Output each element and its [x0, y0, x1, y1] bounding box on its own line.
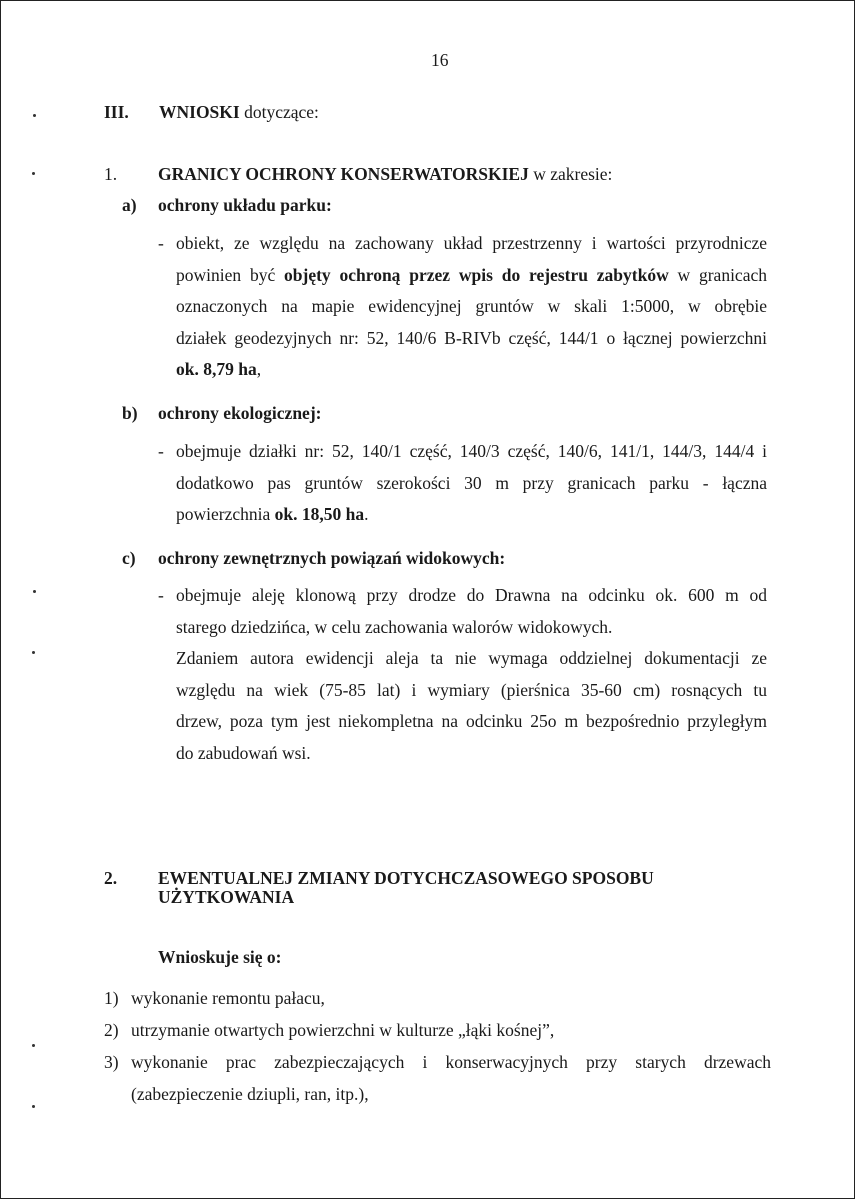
item2-title-line1: EWENTUALNEJ ZMIANY DOTYCHCZASOWEGO SPOSOBU	[158, 868, 654, 888]
list-item-text: wykonanie remontu pałacu,	[131, 988, 325, 1008]
list-item-number: 2)	[104, 1020, 119, 1040]
item1a-line	[176, 260, 767, 292]
item1c-heading: ochrony zewnętrznych powiązań widokowych:	[158, 548, 506, 568]
item1a-text: ,	[256, 359, 262, 379]
item1c-line: względu na wiek (75-85 lat) i wymiary (pierśnica 35-60 cm) rosnących tu	[176, 679, 767, 700]
item1c-line: obejmuje aleję klonową przy drodze do Drawna na odcinku ok. 600 m od	[176, 585, 767, 605]
item1b-line: dodatkowo pas gruntów szerokości 30 m przy granicach parku - łączna	[176, 472, 767, 493]
item1a-text: w granicach	[677, 264, 767, 285]
item1-number: 1.	[104, 164, 118, 184]
section-title-rest: dotyczące:	[244, 102, 319, 122]
item1a-line: działek geodezyjnych nr: 52, 140/6 B-RIVb część, 144/1 o łącznej powierzchni	[176, 327, 767, 348]
scan-speck	[33, 590, 36, 593]
item1b-text: powierzchnia	[176, 504, 271, 524]
item1b-label: b)	[122, 403, 138, 423]
item1a-heading: ochrony układu parku:	[158, 195, 332, 215]
item1c-label: c)	[122, 548, 136, 568]
item1a-emphasis: objęty ochroną przez wpis do rejestru zabytków	[284, 264, 669, 285]
list-item-text: utrzymanie otwartych powierzchni w kulturze „łąki kośnej”,	[131, 1020, 555, 1040]
item1a-label: a)	[122, 195, 137, 215]
item1a-area: ok. 8,79 ha	[176, 359, 257, 379]
item1a-line: oznaczonych na mapie ewidencyjnej gruntów w skali 1:5000, w obrębie	[176, 296, 767, 316]
item1a-text: powinien być	[176, 264, 276, 285]
item1a-paragraph	[176, 228, 767, 386]
list-item-text	[131, 1047, 771, 1110]
item1a-line: obiekt, ze względu na zachowany układ przestrzenny i wartości przyrodnicze	[176, 233, 767, 253]
item2-title-line2: UŻYTKOWANIA	[158, 887, 295, 907]
item1-title-bold: GRANICY OCHRONY KONSERWATORSKIEJ	[158, 164, 529, 184]
item1a-dash: -	[158, 233, 164, 253]
scan-speck	[32, 651, 35, 654]
item1b-dash: -	[158, 441, 164, 461]
scan-speck	[32, 1105, 35, 1108]
section-numeral: III.	[104, 102, 129, 122]
item1a-line	[176, 354, 767, 386]
section-title-bold: WNIOSKI	[159, 102, 240, 122]
item2-subheading: Wnioskuje się o:	[158, 947, 282, 967]
item1b-area: ok. 18,50 ha	[274, 504, 365, 524]
list-item-line: wykonanie prac zabezpieczających i konserwacyjnych przy starych drzewach	[131, 1052, 771, 1072]
scan-speck	[32, 172, 35, 175]
item1b-paragraph	[176, 436, 767, 531]
list-item-number: 3)	[104, 1052, 119, 1072]
item1b-line: obejmuje działki nr: 52, 140/1 część, 140/3 część, 140/6, 141/1, 144/3, 144/4 i	[176, 441, 767, 461]
item1c-line: drzew, poza tym jest niekompletna na odcinku 25o m bezpośrednio przyległym	[176, 711, 767, 731]
list-item-number: 1)	[104, 988, 119, 1008]
section-title	[159, 102, 319, 123]
list-item-line: (zabezpieczenie dziupli, ran, itp.),	[131, 1083, 369, 1104]
item1c-paragraph	[176, 580, 767, 769]
item1c-line: do zabudowań wsi.	[176, 742, 311, 763]
item1-title	[158, 164, 612, 185]
item1b-line	[176, 499, 767, 531]
scan-speck	[32, 1044, 35, 1047]
page-number: 16	[431, 50, 449, 70]
item2-number: 2.	[104, 868, 118, 888]
item1c-dash: -	[158, 585, 164, 605]
item1b-text: .	[364, 504, 369, 524]
item1b-heading: ochrony ekologicznej:	[158, 403, 322, 423]
item1-title-rest: w zakresie:	[533, 164, 613, 184]
item1c-line: starego dziedzińca, w celu zachowania walorów widokowych.	[176, 616, 613, 637]
item1c-line: Zdaniem autora ewidencji aleja ta nie wymaga oddzielnej dokumentacji ze	[176, 648, 767, 668]
scan-speck	[33, 114, 36, 117]
